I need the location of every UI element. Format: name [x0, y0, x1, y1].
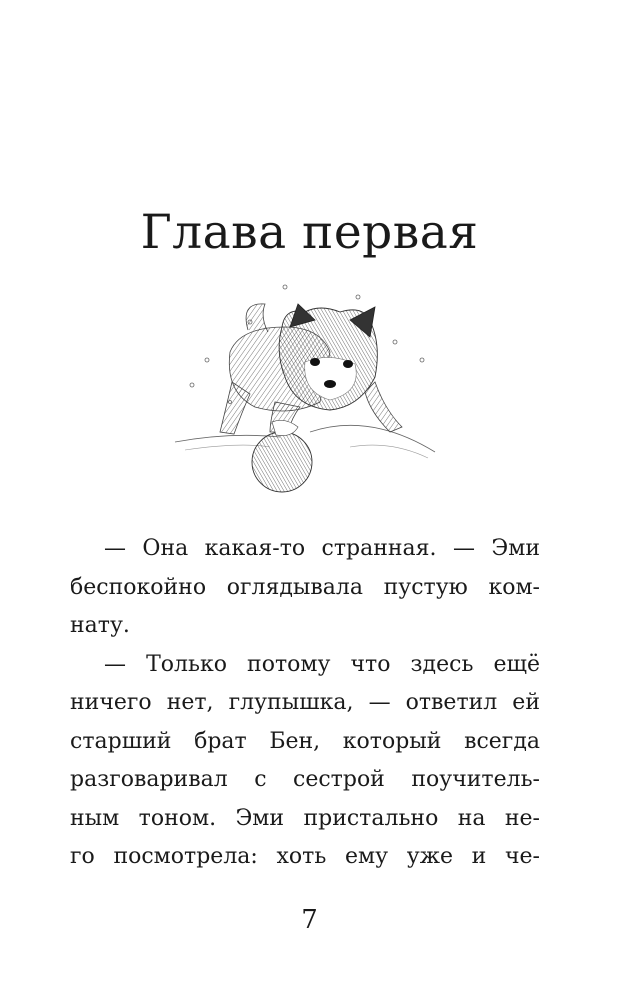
text-line: нату.: [70, 613, 130, 638]
page-number: 7: [301, 905, 318, 935]
text-line: — Она какая-то странная. — Эми: [104, 536, 540, 561]
text-line: беспокойно оглядывала пустую ком-: [70, 574, 540, 600]
puppy-with-ball-sketch-icon: [170, 282, 440, 497]
text-line: старший брат Бен, который всегда: [70, 728, 540, 754]
text-line: ным тоном. Эми пристально на не-: [70, 805, 540, 831]
text-line: ничего нет, глупышка, — ответил ей: [70, 690, 540, 715]
text-line: го посмотрела: хоть ему уже и че-: [70, 844, 540, 869]
text-line: — Только потому что здесь ещё: [104, 651, 540, 677]
text-line: разговаривал с сестрой поучитель-: [70, 767, 540, 792]
chapter-body: [70, 530, 540, 877]
chapter-title: Глава первая: [140, 205, 479, 260]
